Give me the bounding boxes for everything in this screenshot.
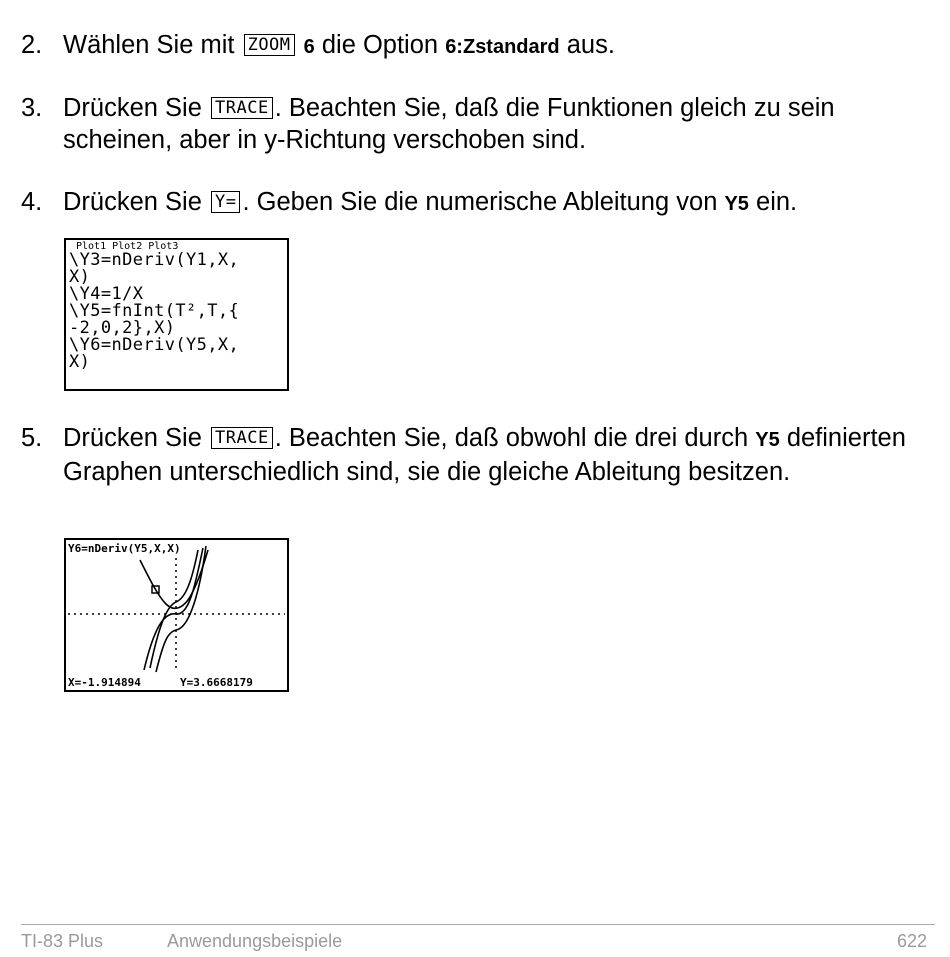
screen-line: \Y4=1/X <box>69 284 144 304</box>
screen-line: -2,0,2},X) <box>69 318 176 338</box>
step-text: Drücken Sie Y= . Geben Sie die numerische Ableitung von Y5 ein. <box>63 188 798 216</box>
footer-rule <box>21 924 935 925</box>
step-text: Wählen Sie mit ZOOM 6 die Option 6:Zstandard aus. <box>63 31 615 59</box>
graph-curve <box>156 546 206 672</box>
graph-plot <box>66 540 287 690</box>
screen-line: X) <box>69 267 91 287</box>
step-text: Drücken Sie TRACE . Beachten Sie, daß die Funktionen gleich zu sein scheinen, aber in y-Richtung verschoben sind. <box>63 94 835 154</box>
trace-key: TRACE <box>211 97 273 119</box>
y-readout: Y=3.6668179 <box>180 676 253 689</box>
footer-product: TI-83 Plus <box>21 931 104 951</box>
step-number: 4. <box>21 188 43 216</box>
graph-equation: Y6=nDeriv(Y5,X,X) <box>68 542 181 555</box>
page-number: 622 <box>897 931 928 951</box>
calculator-screen-y-editor <box>64 238 289 391</box>
step-number: 2. <box>21 31 43 59</box>
screen-line: \Y3=nDeriv(Y1,X, <box>69 250 240 270</box>
screen-line: X) <box>69 352 91 372</box>
step-number: 3. <box>21 94 43 122</box>
y-equals-key: Y= <box>211 191 240 213</box>
plot-header: Plot1 Plot2 Plot3 <box>76 241 179 252</box>
x-readout: X=-1.914894 <box>68 676 141 689</box>
trace-key: TRACE <box>211 427 273 449</box>
screen-line: \Y5=fnInt(T²,T,{ <box>69 301 240 321</box>
step-text: Drücken Sie TRACE . Beachten Sie, daß obwohl die drei durch Y5 definierten Graphen unterschiedlich sind, sie die gleiche Ableitung besitzen. <box>63 424 906 486</box>
zoom-key: ZOOM <box>244 34 295 56</box>
calculator-screen-graph <box>64 538 289 692</box>
step-number: 5. <box>21 424 43 452</box>
footer-section: Anwendungsbeispiele <box>167 931 343 951</box>
derivative-curve <box>140 550 208 608</box>
screen-line: \Y6=nDeriv(Y5,X, <box>69 335 240 355</box>
